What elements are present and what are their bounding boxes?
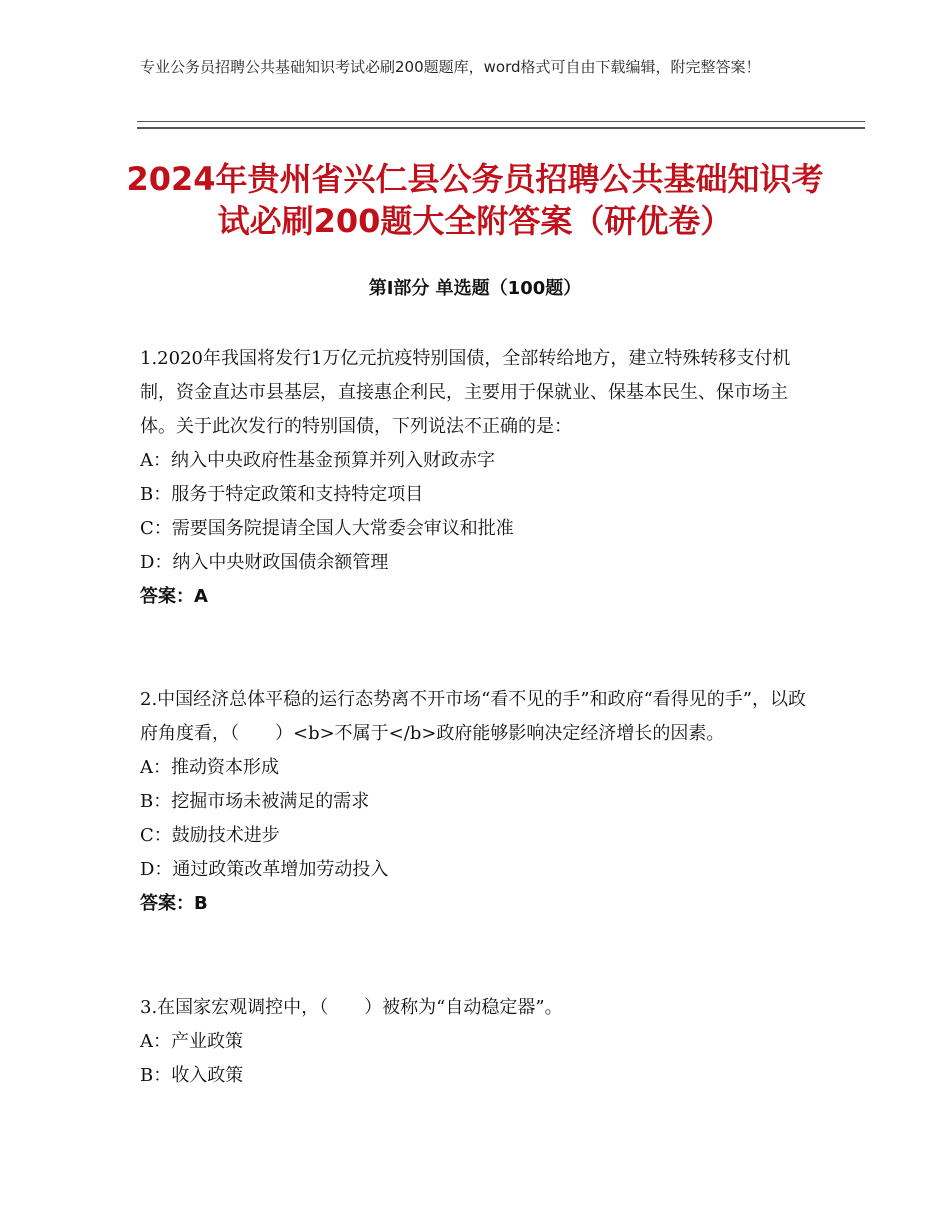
option-a: A：推动资本形成 <box>140 757 279 778</box>
option-a: A：纳入中央政府性基金预算并列入财政赤字 <box>140 450 495 471</box>
option-b: B：收入政策 <box>140 1065 244 1086</box>
document-title: 2024年贵州省兴仁县公务员招聘公共基础知识考试必刷200题大全附答案（研优卷） <box>126 160 824 240</box>
answer: 答案：A <box>140 586 208 607</box>
option-a: A：产业政策 <box>140 1031 243 1052</box>
question-3 <box>140 991 820 1093</box>
answer: 答案：B <box>140 893 208 914</box>
option-c: C：需要国务院提请全国人大常委会审议和批准 <box>140 518 514 539</box>
option-c: C：鼓励技术进步 <box>140 825 280 846</box>
question-stem: 1.2020年我国将发行1万亿元抗疫特别国债，全部转给地方，建立特殊转移支付机制，资金直达市县基层，直接惠企利民，主要用于保就业、保基本民生、保市场主体。关于此次发行的特别国债，下列说法不正确的是： <box>140 348 791 437</box>
header-note: 专业公务员招聘公共基础知识考试必刷200题题库，word格式可自由下载编辑，附完整答案！ <box>140 58 761 76</box>
question-1 <box>140 342 820 614</box>
option-d: D：纳入中央财政国债余额管理 <box>140 552 389 573</box>
section-heading: 第Ⅰ部分 单选题（100题） <box>368 278 582 299</box>
question-stem: 3.在国家宏观调控中，（ ）被称为“自动稳定器”。 <box>140 997 563 1018</box>
option-d: D：通过政策改革增加劳动投入 <box>140 859 389 880</box>
question-stem: 2.中国经济总体平稳的运行态势离不开市场“看不见的手”和政府“看得见的手”，以政府角度看，（ ）<b>不属于</b>政府能够影响决定经济增长的因素。 <box>140 689 806 744</box>
question-2 <box>140 683 820 921</box>
option-b: B：服务于特定政策和支持特定项目 <box>140 484 424 505</box>
option-b: B：挖掘市场未被满足的需求 <box>140 791 370 812</box>
header-divider <box>137 121 865 129</box>
